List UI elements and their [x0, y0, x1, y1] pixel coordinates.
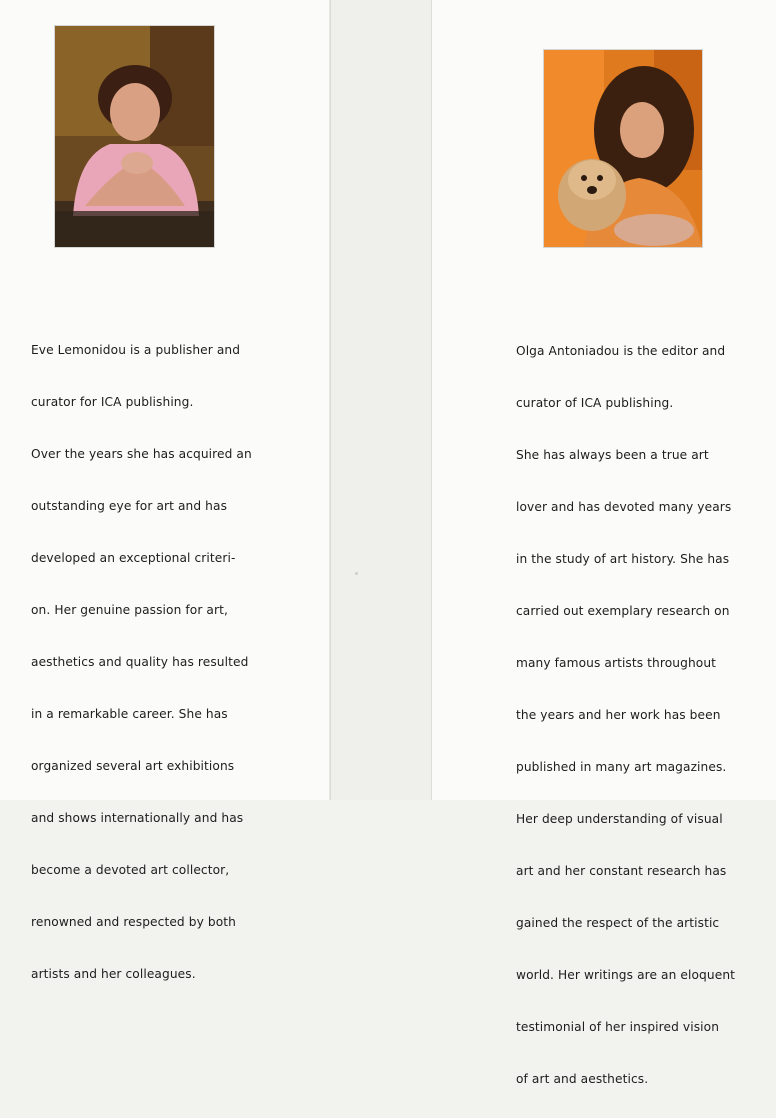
bio-line: artists and her colleagues.	[31, 967, 196, 981]
bio-line: testimonial of her inspired vision	[516, 1020, 720, 1034]
bio-line: Eve Lemonidou is a publisher and	[31, 343, 241, 357]
portrait-olga-image	[544, 50, 702, 247]
bio-line: curator for ICA publishing.	[31, 395, 194, 409]
bio-line: on. Her genuine passion for art,	[31, 603, 228, 617]
bio-line: Olga Antoniadou is the editor and	[516, 344, 726, 358]
portrait-photo-eve	[55, 26, 214, 247]
bio-line: and shows internationally and has	[31, 811, 244, 825]
bio-line: world. Her writings are an eloquent	[516, 968, 736, 982]
left-bio-card	[0, 0, 330, 981]
bio-text-olga	[516, 312, 766, 1118]
bio-line: in the study of art history. She has	[516, 552, 730, 566]
bio-line: Over the years she has acquired an	[31, 447, 252, 461]
bio-line: renowned and respected by both	[31, 915, 236, 929]
bio-line: Her deep understanding of visual	[516, 812, 723, 826]
bio-line: published in many art magazines.	[516, 760, 727, 774]
portrait-photo-olga	[544, 50, 702, 247]
bio-line: in a remarkable career. She has	[31, 707, 228, 721]
bio-line: developed an exceptional criteri-	[31, 551, 236, 565]
bio-line: many famous artists throughout	[516, 656, 717, 670]
bio-line: organized several art exhibitions	[31, 759, 235, 773]
bio-line: gained the respect of the artistic	[516, 916, 720, 930]
bio-text-eve	[31, 311, 281, 1013]
bio-line: She has always been a true art	[516, 448, 709, 462]
bio-line: carried out exemplary research on	[516, 604, 730, 618]
bio-line: art and her constant research has	[516, 864, 727, 878]
scan-speck	[355, 572, 358, 575]
bio-line: aesthetics and quality has resulted	[31, 655, 249, 669]
bio-line: outstanding eye for art and has	[31, 499, 228, 513]
bio-line: of art and aesthetics.	[516, 1072, 649, 1086]
portrait-eve-image	[55, 26, 214, 247]
scan-gap	[330, 0, 432, 800]
bio-line: become a devoted art collector,	[31, 863, 230, 877]
right-bio-card	[432, 0, 776, 1086]
bio-line: lover and has devoted many years	[516, 500, 732, 514]
bio-line: curator of ICA publishing.	[516, 396, 674, 410]
bio-line: the years and her work has been	[516, 708, 721, 722]
